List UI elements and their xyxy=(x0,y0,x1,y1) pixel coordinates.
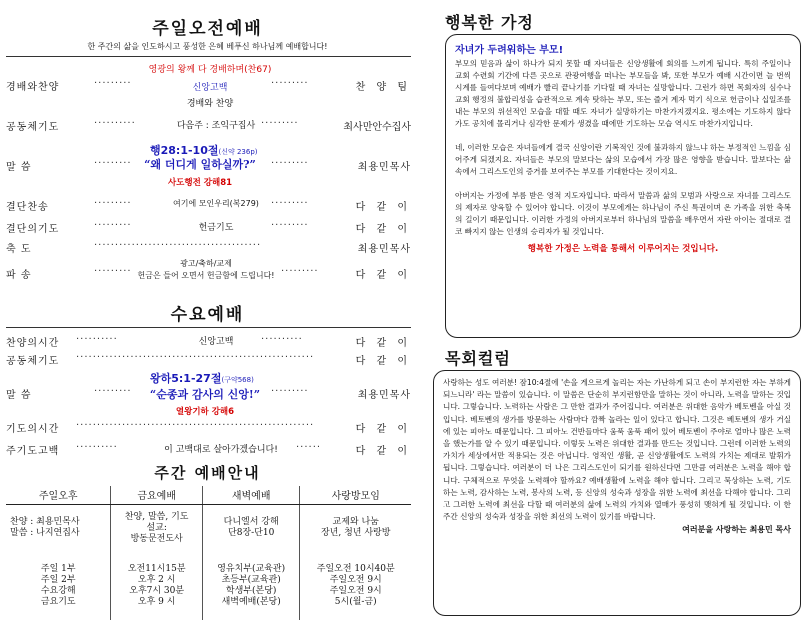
wed-row-sermon: 말 씀 ········· ········· 최용민목사 xyxy=(6,386,411,401)
wed-sermon-title: “순종과 감사의 신앙!” xyxy=(149,388,261,401)
column-signature: 여러분을 사랑하는 최용민 목사 xyxy=(682,525,791,535)
col-header-small-group: 사랑방모임 xyxy=(300,486,411,504)
family-paragraph-3: 아버지는 가정에 부름 받은 영적 지도자입니다. 따라서 말씀과 삶의 모범과 사랑으로 자녀를 그리스도의 제자로 양육할 수 있어야 합니다. 이것이 부모에게는 하나님이 주신 특권이며 온 가족을 위한 축복의 길이기 때문입니다. 이러한 가정의 아버지로부터 하나님의 말씀을 배우면서 자란 아이는 절대로 결코 빠지지 않는 인생의 승리자가 될 것입니다. xyxy=(455,191,791,236)
sunday-row-sermon: 말 씀 ········· ········· 최용민목사 xyxy=(6,158,411,173)
column-body: 사랑하는 성도 여러분! 잠10:4절에 '손을 게으르게 놀리는 자는 가난하게 되고 손이 부지런한 자는 부하게 되느니라' 라는 말씀이 있습니다. 이 말씀은 단순히 부지런함만을 말하는 것이 아니라, 노력을 말하는 것입니다. 그렇습니다. 노력하는 사람은 그 만한 결과가 주어집니다. 여러분은 위대한 음악가 베토벤을 아실 것입니다. 베토벤의 생가를 방문하는 사람마다 깜짝 놀라는 일이 있다고 합니다. 그것은 베토벤의 생가 거실에 있는 피아노 때문입니다. 그 피아노 건반들마다 움푹 움푹 패어 있어 베토벤이 주야로 얼마나 많은 노력을 했는가를 알 수 있기 때문입니다. 이렇듯 노력은 위대한 결과를 만드는 것입니다. 그런데 이러한 노력의 가치가 세상에서만 적용되는 것은 아닙니다. 영적인 생활, 곧 신앙생활에도 노력의 가치는 제대로 발휘가 됩니다. 그렇습니다. 여러분이 더 나은 그리스도인이 되기를 원하신다면 그만큼 여러분은 노력을 해야 합니다. 구체적으로 무엇을 노력해야 할까요? 예배생활에 노력을 해야 합니다. 그리고 묵상하는 노력, 기도하는 노력, 감사하는 노력, 봉사의 노력, 등 신앙의 성숙과 성장을 위한 노력에 최선을 다해야 합니다. 그리고 그러한 노력에 최선을 다할 때 여러분의 삶에 노력의 가치와 열매가 풍성히 맺혀게 될 것입니다. 이 한주간 신앙의 성숙과 성장을 위한 최선의 노력이 있기를 바랍니다. xyxy=(443,378,791,522)
sunday-title: 주일오전예배 xyxy=(152,19,263,39)
divider xyxy=(6,327,411,328)
family-title: 행복한 가정 xyxy=(445,13,534,32)
sunday-subtitle: 한 주간의 삶을 인도하시고 풍성한 은혜 베푸신 하나님께 예배합니다! xyxy=(87,42,328,51)
sunday-row-decision-prayer: 결단의기도 ········· 헌금기도 ········· 다 같 이 xyxy=(6,220,411,235)
bulletin-right-page xyxy=(425,0,808,624)
sunday-sermon-ref: 행28:1-10절(신약 236p) xyxy=(150,144,258,157)
wed-row-prayer: 공동체기도 ························································· 다 같 이 xyxy=(6,352,411,367)
family-box-title: 자녀가 두려워하는 부모! xyxy=(455,45,564,56)
column-title: 목회컬럼 xyxy=(445,349,511,368)
col-header-friday: 금요예배 xyxy=(111,486,202,504)
intro-confession: 신앙고백 xyxy=(192,83,228,93)
sunday-row-hymn: 결단찬송 ········· 여기에 모인우리(복279) ········· 다 같 이 xyxy=(6,198,411,213)
table-row: 찬양 : 최용민목사 말씀 : 나지연집사 찬양, 말씀, 기도 설교: 방동문전도사 다니엘서 강해 단8장-단10 교제와 나눔 장년, 청년 사랑방 xyxy=(6,504,411,552)
col-header-sunday-pm: 주일오후 xyxy=(6,486,111,504)
family-box xyxy=(445,34,801,338)
table-header-row xyxy=(6,486,411,504)
sunday-row-prayer: 공동체기도 ·········· 다음주 : 조익구집사 ········· 최사만안수집사 xyxy=(6,118,411,133)
family-paragraph-2: 네, 이러한 모습은 자녀들에게 결국 신앙이란 기복적인 것에 불과하지 않느냐 하는 부정적인 느낌을 심어주게 되겠지요. 자녀들은 부모의 말보다는 삶의 모습에서 가장 많은 영향을 받습니다. 말보다는 삶 속에서 그리스도인의 증거를 보여주는 부모를 기대한다는 것이지요. xyxy=(455,143,791,176)
intro-hymn: 영광의 왕께 다 경배하며(찬67) xyxy=(148,65,272,75)
family-tagline: 행복한 가정은 노력을 통해서 이루어지는 것입니다. xyxy=(527,244,719,254)
wed-row-lords-prayer: 주기도고백 ·········· 이 고백대로 살아가겠습니다! ······ 다 같 이 xyxy=(6,442,411,457)
wed-row-prayer-time: 기도의시간 ························································· 다 같 이 xyxy=(6,420,411,435)
table-row: 주일 1부 주일 2부 수요강해 금요기도 오전11시15분 오후 2 시 오후7시 30분 오후 9 시 영유치부(교육관) 초등부(교육관) 학생부(본당) 새벽예배(본당) 주일오전 10시40분 주일오전 9시 주일오전 9시 5시(월-금) xyxy=(6,552,411,620)
wed-sermon-series: 열왕기하 강해6 xyxy=(175,407,235,417)
divider xyxy=(6,56,411,57)
weekly-schedule-table xyxy=(6,486,411,620)
wed-row-praise: 찬양의시간 ·········· 신앙고백 ·········· 다 같 이 xyxy=(6,334,411,349)
intro-worship: 경배와 찬양 xyxy=(186,99,234,109)
sunday-row-worship: 경배와찬양 ········· ········· 찬 양 팀 xyxy=(6,78,411,93)
sunday-sermon-series: 사도행전 강해81 xyxy=(167,178,233,188)
wednesday-title: 수요예배 xyxy=(170,305,245,325)
column-box xyxy=(433,370,801,616)
sunday-sermon-title: “왜 더디게 일하실까?” xyxy=(144,158,256,171)
family-paragraph-1: 부모의 믿음과 삶이 하나가 되지 못할 때 자녀들은 신앙생활에 회의를 느끼게 됩니다. 특히 주일이나 교회 수련회 기간에 다른 곳으로 관광여행을 떠나는 부모들을 봐, 또한 부모가 예배 시간이면 늘 번씩 시계를 들여다보며 예배가 빨리 끝나기를 기다릴 때 자녀는 실망합니다. 그런가 하면 목회자의 심수나 교회 행정의 불합리성을 습관적으로 계속 탓하는 부모, 또는 즐겨 계자 먹기 식으로 헌금이나 십일조를 내는 부모의 위선적인 모습을 대할 때도 자녀가 실망하기는 마찬가지겠지요. 평소에는 기도하지 않다가도 공치에 몰리거나 심각한 문제가 생겼을 때에만 기도하는 모습 역시도 마찬가지입니다. xyxy=(455,59,791,128)
sunday-row-dismissal: 파 송 ········· 광고/축하/교제 헌금은 들어 오면서 헌금함에 드립니다! ········· 다 같 이 xyxy=(6,259,411,281)
sunday-row-benediction: 축 도 ········································ 최용민목사 xyxy=(6,240,411,255)
col-header-dawn: 새벽예배 xyxy=(202,486,300,504)
weekly-title: 주간 예배안내 xyxy=(154,464,261,482)
wed-sermon-ref: 왕하5:1-27절(구약568) xyxy=(150,372,254,385)
